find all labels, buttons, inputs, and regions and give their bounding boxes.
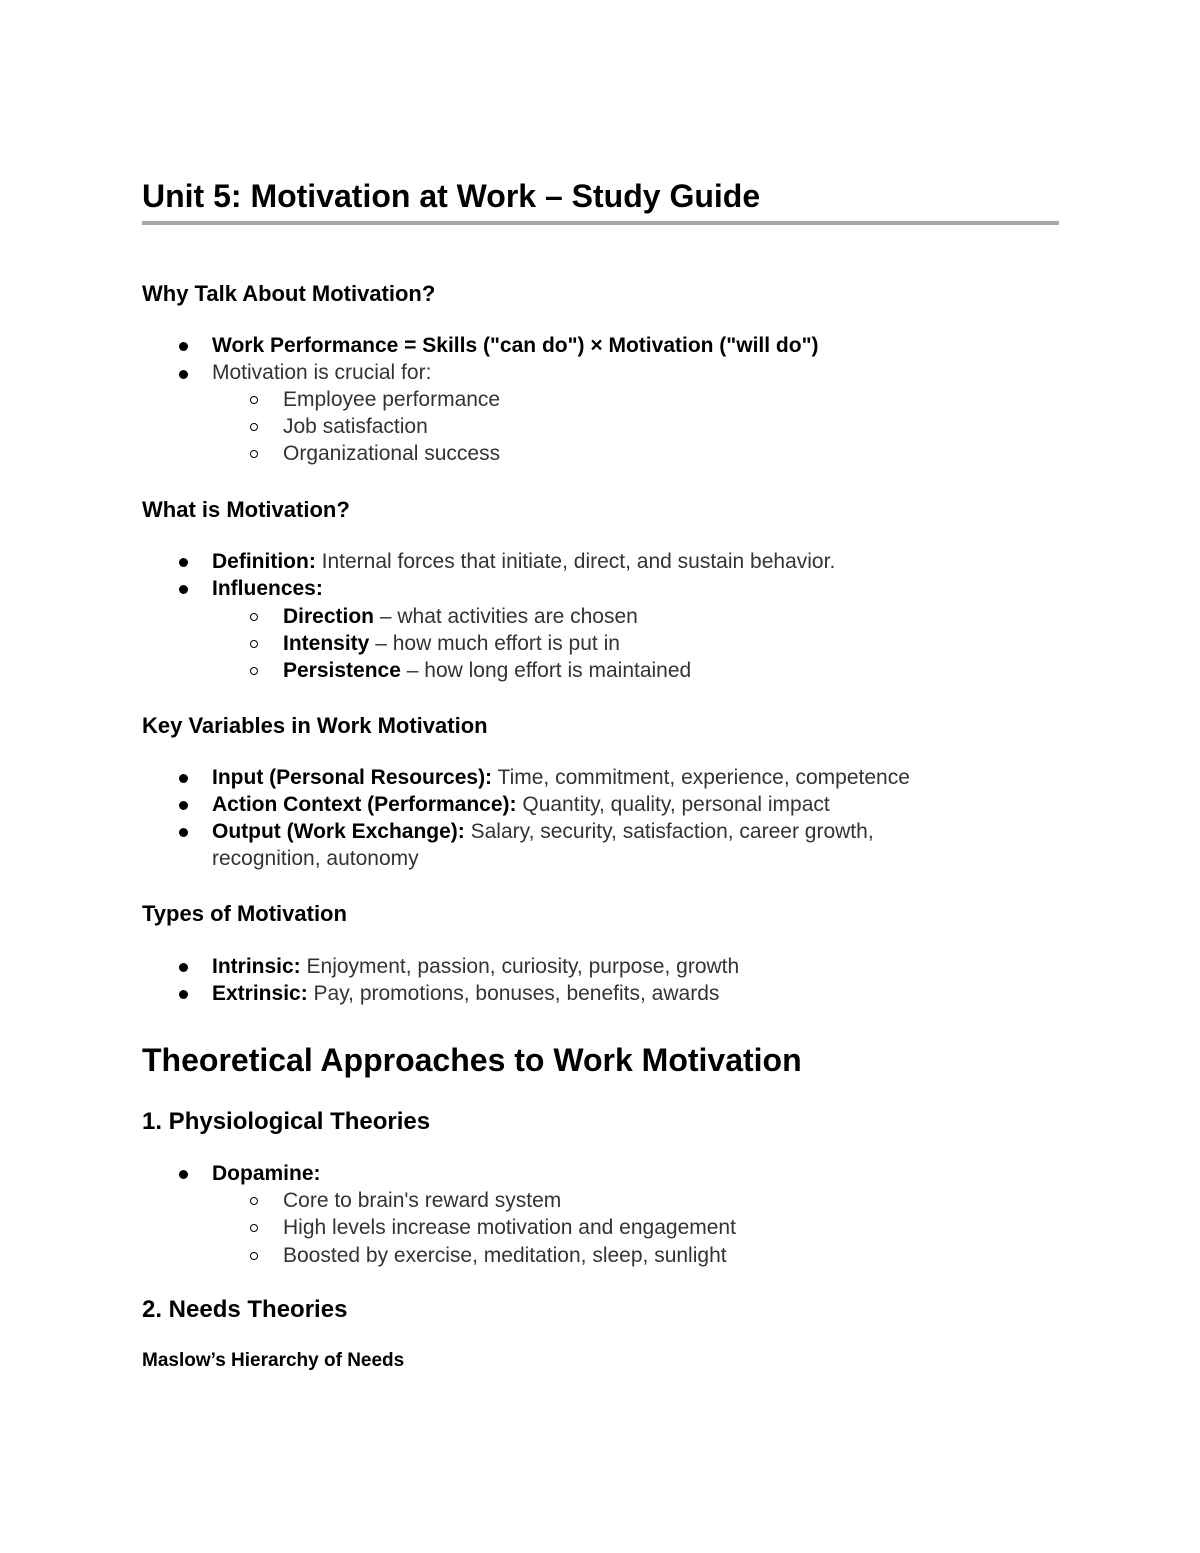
bullet-icon bbox=[179, 828, 188, 837]
item-text: Time, commitment, experience, competence bbox=[492, 766, 910, 789]
section-heading-theoretical: Theoretical Approaches to Work Motivation bbox=[142, 1042, 802, 1078]
sub-item-label: Direction bbox=[283, 605, 375, 628]
circle-bullet-icon bbox=[250, 1252, 258, 1260]
list-item-dopamine: Dopamine: bbox=[212, 1162, 321, 1185]
sub-item: Employee performance bbox=[283, 388, 501, 411]
circle-bullet-icon bbox=[250, 1197, 258, 1205]
list-item-work-performance: Work Performance = Skills ("can do") × Motivation ("will do") bbox=[212, 334, 819, 357]
section-heading-what: What is Motivation? bbox=[142, 497, 350, 522]
subsection-heading-needs: 2. Needs Theories bbox=[142, 1296, 348, 1323]
list-item-action-context bbox=[212, 791, 830, 818]
sub-item: Boosted by exercise, meditation, sleep, sunlight bbox=[283, 1244, 727, 1267]
circle-bullet-icon bbox=[250, 423, 258, 431]
subsection-heading-physiological: 1. Physiological Theories bbox=[142, 1108, 431, 1135]
bullet-icon bbox=[179, 990, 188, 999]
sub-item: Organizational success bbox=[283, 442, 501, 465]
list-item-input bbox=[212, 764, 910, 791]
list-item-definition bbox=[212, 548, 835, 575]
section-heading-why: Why Talk About Motivation? bbox=[142, 281, 436, 306]
sub-item-intensity bbox=[283, 630, 620, 657]
circle-bullet-icon bbox=[250, 667, 258, 675]
circle-bullet-icon bbox=[250, 396, 258, 404]
bullet-icon bbox=[179, 342, 188, 351]
bullet-icon bbox=[179, 558, 188, 567]
list-item-output-continuation: recognition, autonomy bbox=[212, 847, 419, 870]
list-item-intrinsic bbox=[212, 953, 739, 980]
list-item-motivation-crucial: Motivation is crucial for: bbox=[212, 361, 432, 384]
sub-item: Job satisfaction bbox=[283, 415, 428, 438]
list-item-influences: Influences: bbox=[212, 577, 323, 600]
section-heading-types: Types of Motivation bbox=[142, 901, 347, 926]
sub-item-label: Intensity bbox=[283, 632, 370, 655]
sub-item-label: Persistence bbox=[283, 659, 401, 682]
bullet-icon bbox=[179, 801, 188, 810]
sub-item: Core to brain's reward system bbox=[283, 1189, 562, 1212]
sub-item-text: – how long effort is maintained bbox=[400, 659, 692, 682]
title-divider bbox=[142, 221, 1059, 225]
bullet-icon bbox=[179, 370, 188, 379]
circle-bullet-icon bbox=[250, 1224, 258, 1232]
circle-bullet-icon bbox=[250, 640, 258, 648]
page-title: Unit 5: Motivation at Work – Study Guide bbox=[142, 178, 761, 214]
circle-bullet-icon bbox=[250, 450, 258, 458]
sub-item: High levels increase motivation and engagement bbox=[283, 1216, 736, 1239]
bullet-icon bbox=[179, 963, 188, 972]
bullet-icon bbox=[179, 1170, 188, 1179]
sub-item-text: – how much effort is put in bbox=[369, 632, 620, 655]
definition-label: Definition: bbox=[212, 550, 316, 573]
sub-item-direction bbox=[283, 603, 638, 630]
definition-text: Internal forces that initiate, direct, and sustain behavior. bbox=[315, 550, 836, 573]
circle-bullet-icon bbox=[250, 613, 258, 621]
item-label: Action Context (Performance): bbox=[212, 793, 517, 816]
list-item-output bbox=[212, 818, 874, 845]
item-label: Intrinsic: bbox=[212, 955, 301, 978]
item-text: Salary, security, satisfaction, career growth, bbox=[464, 820, 874, 843]
item-text: Quantity, quality, personal impact bbox=[516, 793, 830, 816]
list-item-extrinsic bbox=[212, 980, 719, 1007]
sub-item-persistence bbox=[283, 657, 691, 684]
subheading-maslow: Maslow’s Hierarchy of Needs bbox=[142, 1350, 405, 1371]
item-label: Extrinsic: bbox=[212, 982, 308, 1005]
item-text: Enjoyment, passion, curiosity, purpose, growth bbox=[300, 955, 740, 978]
item-label: Input (Personal Resources): bbox=[212, 766, 493, 789]
sub-item-text: – what activities are chosen bbox=[374, 605, 638, 628]
section-heading-key-variables: Key Variables in Work Motivation bbox=[142, 713, 488, 738]
item-label: Output (Work Exchange): bbox=[212, 820, 465, 843]
bullet-icon bbox=[179, 774, 188, 783]
item-text: Pay, promotions, bonuses, benefits, awards bbox=[307, 982, 720, 1005]
bullet-icon bbox=[179, 585, 188, 594]
